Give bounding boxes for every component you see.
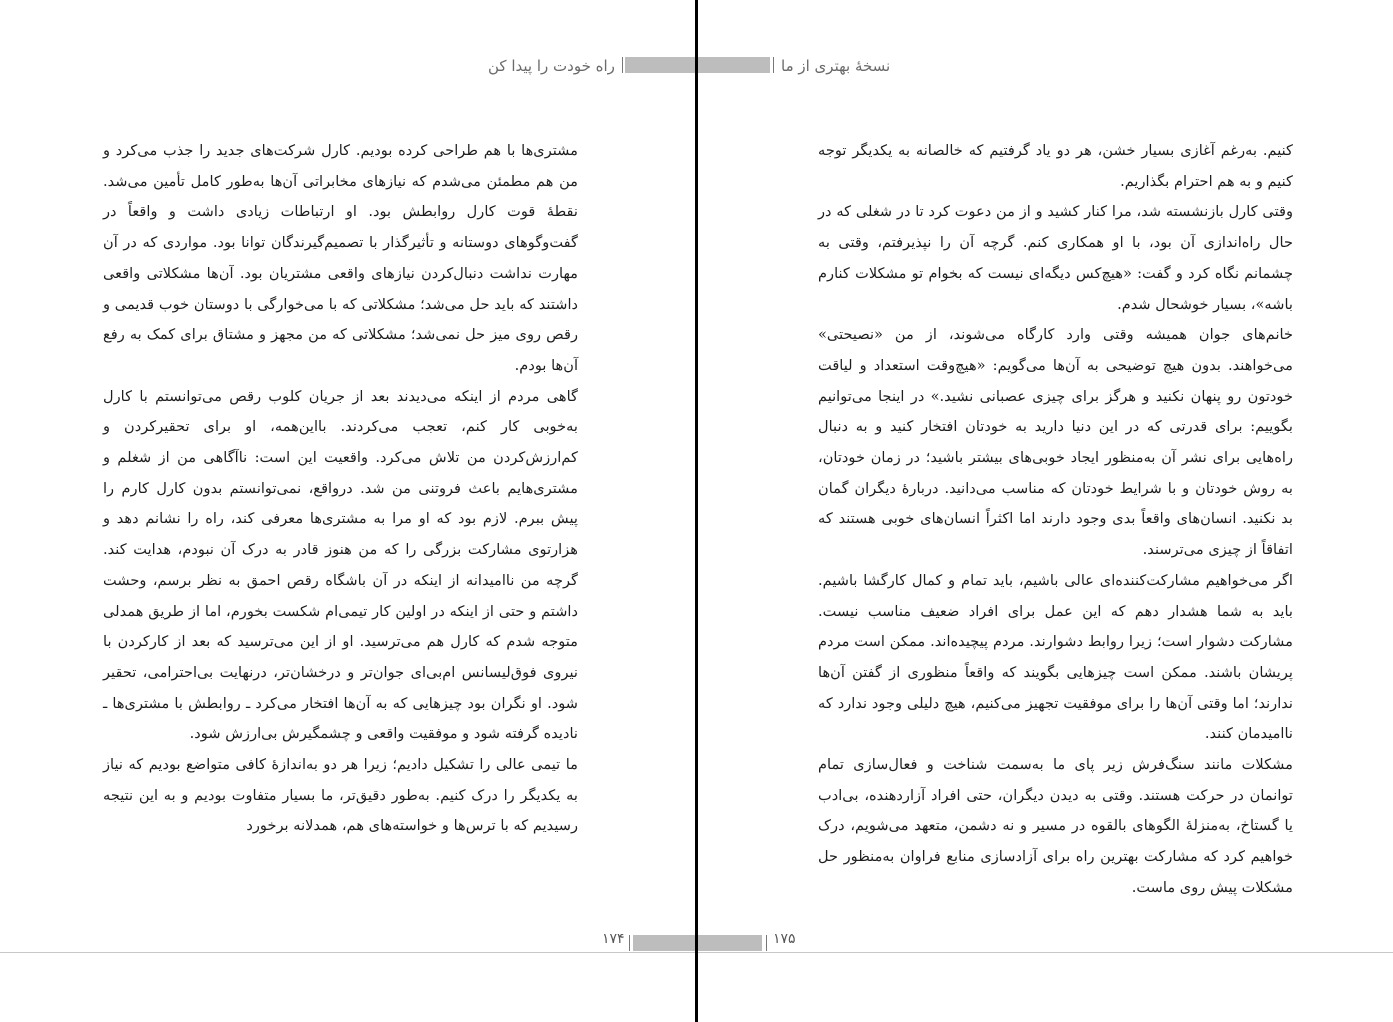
left-head-divider [622, 57, 623, 73]
right-foot-line [698, 952, 1393, 953]
right-paragraph: اگر می‌خواهیم مشارکت‌کننده‌ای عالی باشیم، باید تمام و کمال کارگشا باشیم. باید به شما هشدار دهم که این عمل برای افراد ضعیف مناسب نیست. مشارکت دشوار است؛ زیرا روابط دشوارند. مردم پیچیده‌اند. ممکن است مردم پریشان باشند. ممکن است چیزهایی بگویند که واقعاً منظوری از گفتن آن‌ها ندارند؛ اما وقتی آن‌ها را برای موفقیت تجهیز می‌کنیم، هیچ دلیلی وجود ندارد که ناامیدمان کنند. [818, 571, 1293, 743]
right-head-bar [698, 57, 770, 73]
left-head-bar [625, 57, 695, 73]
left-paragraph: مشتری‌ها با هم طراحی کرده بودیم. کارل شرکت‌های جدید را جذب می‌کرد و من هم مطمئن می‌شدم که نیازهای مخابراتی آن‌ها به‌طور کامل تأمین می‌شد. نقطهٔ قوت کارل روابطش بود. او ارتباطات زیادی داشت و واقعاً در گفت‌وگوهای دوستانه و تأثیرگذار با تصمیم‌گیرندگان توانا بود. مواردی که در آن مهارت نداشت دنبال‌کردن نیازهای واقعی مشتریان بود. آن‌ها مشکلاتی واقعی داشتند که باید حل می‌شد؛ مشکلاتی که با می‌خوارگی با دوستان خوب قدیمی و رقص روی میز حل نمی‌شد؛ مشکلاتی که من مجهز و مشتاق برای کمک به رفع آن‌ها بودم. [103, 142, 578, 374]
right-paragraph: خانم‌های جوان همیشه وقتی وارد کارگاه می‌شوند، از من «نصیحتی» می‌خواهند. بدون هیچ توضیحی به آن‌ها می‌گویم: «هیچ‌وقت استعداد و لیاقت خودتون رو پنهان نکنید و هرگز برای چیزی عصبانی نشید.» در اینجا می‌توانیم بگوییم: برای قدرتی که در این دنیا دارید به خودتان افتخار کنید و به دنبال راه‌هایی برای نشر آن به‌منظور ایجاد خوبی‌های بیشتر باشید؛ در زمان خودتان، به روش خودتان و با شرایط خودتان که مناسب می‌دانید. دربارهٔ دیگران گمان بد نکنید. انسان‌های واقعاً بدی وجود دارند اما اکثراً انسان‌های خوبی هستند که اتفاقاً از چیزی می‌ترسند. [818, 326, 1293, 559]
right-page-number: ۱۷۵ [773, 931, 796, 947]
right-running-head: نسخهٔ بهتری از ما [781, 57, 891, 75]
right-page-text [818, 136, 1293, 904]
left-foot-bar [633, 935, 695, 951]
book-spine [695, 0, 698, 1022]
left-page-text [103, 136, 578, 842]
right-paragraph: وقتی کارل بازنشسته شد، مرا کنار کشید و از من دعوت کرد تا در شغلی که در حال راه‌اندازی آن بود، با او همکاری کنم. گرچه آن را نپذیرفتم، وقتی به چشمانم نگاه کرد و گفت: «هیچ‌کس دیگه‌ای نیست که بخوام تو مشکلات کنارم باشه»، بسیار خوشحال شدم. [818, 203, 1293, 313]
left-running-head: راه خودت را پیدا کن [488, 57, 615, 75]
right-paragraph: کنیم. به‌رغم آغازی بسیار خشن، هر دو یاد گرفتیم که خالصانه به یکدیگر توجه کنیم و به هم احترام بگذاریم. [818, 142, 1293, 190]
left-foot-divider [629, 935, 630, 951]
right-head-divider [773, 57, 774, 73]
right-paragraph: مشکلات مانند سنگ‌فرش زیر پای ما به‌سمت شناخت و فعال‌سازی تمام توانمان در حرکت هستند. وقتی به دیدن دیگران، حتی افراد آزاردهنده، بی‌ادب یا گستاخ، به‌منزلهٔ الگوهای بالقوه در مسیر و نه دشمن، متعهد می‌شویم، درک خواهیم کرد که مشارکت بهترین راه برای آزادسازی منابع فراوان به‌منظور حل مشکلات پیش روی ماست. [818, 756, 1293, 896]
left-foot-line [0, 952, 695, 953]
right-foot-bar [698, 935, 762, 951]
left-page-number: ۱۷۴ [602, 931, 625, 947]
left-paragraph: گاهی مردم از اینکه می‌دیدند بعد از جریان کلوب رقص می‌توانستم با کارل به‌خوبی کار کنم، تعجب می‌کردند. بااین‌همه، او برای تحقیرکردن و کم‌ارزش‌کردن من تلاش می‌کرد. واقعیت این است: ناآگاهی من از شغلم و مشتری‌هایم باعث فروتنی من شد. درواقع، نمی‌توانستم بدون کارل کارم را پیش ببرم. لازم بود که او مرا به مشتری‌ها معرفی کند، راه را نشانم دهد و هزارتوی مشارکت بزرگی را که من هنوز قادر به درک آن نبودم، هدایت کند. گرچه من ناامیدانه از اینکه در آن باشگاه رقص احمق به نظر برسم، وحشت داشتم و حتی از اینکه در اولین کار تیمی‌ام شکست بخورم، اما از طریق همدلی متوجه شدم که کارل هم می‌ترسید. او از این می‌ترسید که بعد از کارکردن با نیروی فوق‌لیسانس ام‌بی‌ای جوان‌تر و درخشان‌تر، درنهایت بی‌احترامی، تحقیر شود. او نگران بود چیزهایی که به آن‌ها افتخار می‌کرد ـ روابطش با مشتری‌ها ـ نادیده گرفته شود و موفقیت واقعی و چشمگیرش بی‌ارزش شود. [103, 387, 578, 743]
left-paragraph: ما تیمی عالی را تشکیل دادیم؛ زیرا هر دو به‌اندازهٔ کافی متواضع بودیم که نیاز به یکدیگر را درک کنیم. به‌طور دقیق‌تر، ما بسیار متفاوت بودیم و به این نتیجه رسیدیم که با ترس‌ها و خواسته‌های هم، همدلانه برخورد [103, 756, 578, 835]
right-foot-divider [766, 935, 767, 951]
